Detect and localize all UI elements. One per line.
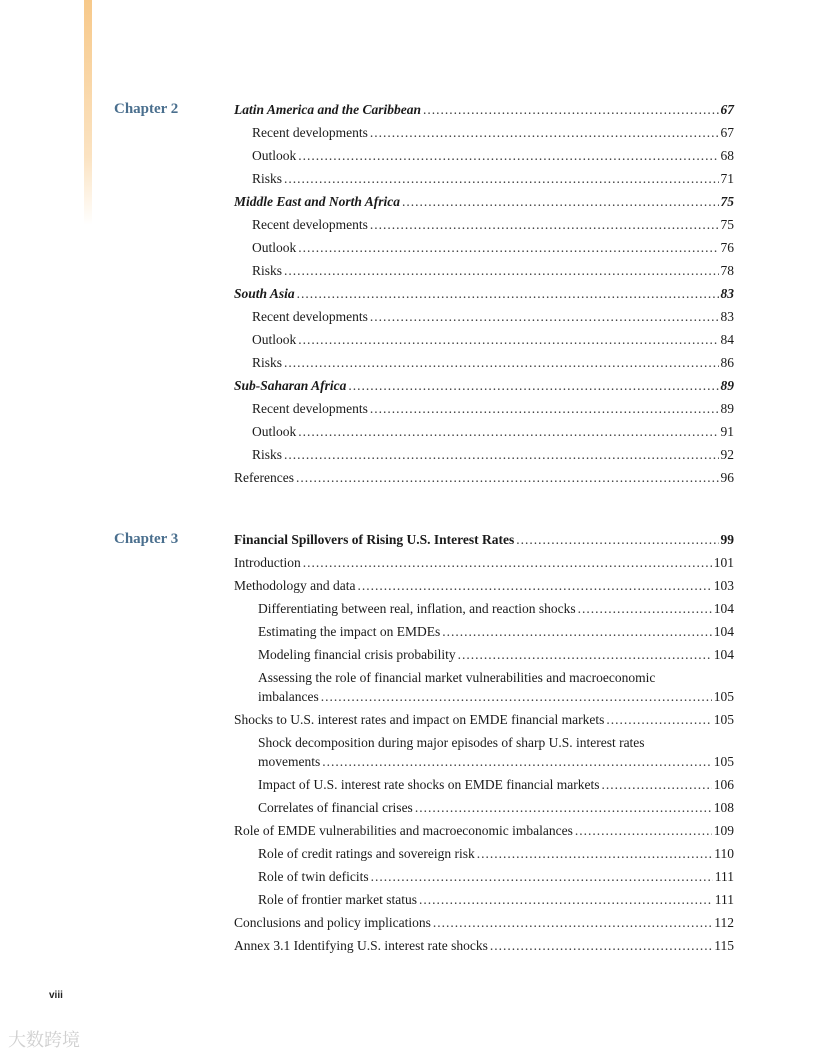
- toc-entry[interactable]: Financial Spillovers of Rising U.S. Interest Rates ..... 99: [234, 528, 734, 551]
- toc-entry[interactable]: Outlook ..... 68: [234, 144, 734, 167]
- chapter-3-toc: [234, 528, 734, 957]
- toc-entry[interactable]: Introduction ..... 101: [234, 551, 734, 574]
- toc-entry[interactable]: Risks ..... 92: [234, 443, 734, 466]
- toc-entry[interactable]: Outlook ..... 76: [234, 236, 734, 259]
- toc-entry[interactable]: Risks ..... 71: [234, 167, 734, 190]
- chapter-2-toc: [234, 98, 734, 489]
- toc-entry[interactable]: Outlook ..... 84: [234, 328, 734, 351]
- toc-entry-line-1: Shock decomposition during major episodes of sharp U.S. interest rates: [258, 735, 645, 750]
- toc-entry[interactable]: Role of frontier market status ..... 111: [234, 888, 734, 911]
- toc-entry[interactable]: Role of EMDE vulnerabilities and macroeconomic imbalances ..... 109: [234, 819, 734, 842]
- toc-entry[interactable]: Recent developments ..... 83: [234, 305, 734, 328]
- toc-entry[interactable]: Sub-Saharan Africa ..... 89: [234, 374, 734, 397]
- toc-entry[interactable]: Role of twin deficits ..... 111: [234, 865, 734, 888]
- toc-entry[interactable]: Estimating the impact on EMDEs ..... 104: [234, 620, 734, 643]
- toc-entry[interactable]: References ..... 96: [234, 466, 734, 489]
- toc-entry[interactable]: Latin America and the Caribbean ..... 67: [234, 98, 734, 121]
- chapter-2-label: Chapter 2: [114, 101, 179, 117]
- toc-entry[interactable]: Risks ..... 78: [234, 259, 734, 282]
- toc-entry[interactable]: Modeling financial crisis probability ..... 104: [234, 643, 734, 666]
- watermark: 大数跨境: [8, 1030, 80, 1051]
- toc-entry[interactable]: Differentiating between real, inflation, and reaction shocks ..... 104: [234, 597, 734, 620]
- toc-entry[interactable]: Conclusions and policy implications ..... 112: [234, 911, 734, 934]
- toc-entry[interactable]: Recent developments ..... 89: [234, 397, 734, 420]
- page-number: viii: [49, 990, 63, 1001]
- toc-entry-line-2: imbalances ..... 105: [258, 687, 734, 706]
- toc-entry[interactable]: [234, 666, 734, 708]
- toc-entry[interactable]: Role of credit ratings and sovereign risk ..... 110: [234, 842, 734, 865]
- accent-bar: [84, 0, 92, 225]
- toc-entry[interactable]: Recent developments ..... 67: [234, 121, 734, 144]
- toc-entry[interactable]: Middle East and North Africa ..... 75: [234, 190, 734, 213]
- toc-entry[interactable]: Recent developments ..... 75: [234, 213, 734, 236]
- toc-entry-line-1: Assessing the role of financial market vulnerabilities and macroeconomic: [258, 670, 656, 685]
- toc-entry[interactable]: [234, 731, 734, 773]
- toc-entry[interactable]: Impact of U.S. interest rate shocks on EMDE financial markets ..... 106: [234, 773, 734, 796]
- toc-entry[interactable]: Risks ..... 86: [234, 351, 734, 374]
- toc-entry[interactable]: Outlook ..... 91: [234, 420, 734, 443]
- toc-entry[interactable]: Methodology and data ..... 103: [234, 574, 734, 597]
- toc-entry[interactable]: Annex 3.1 Identifying U.S. interest rate shocks ..... 115: [234, 934, 734, 957]
- toc-entry[interactable]: Shocks to U.S. interest rates and impact on EMDE financial markets ..... 105: [234, 708, 734, 731]
- toc-entry-line-2: movements ..... 105: [258, 752, 734, 771]
- toc-entry[interactable]: Correlates of financial crises ..... 108: [234, 796, 734, 819]
- chapter-3-label: Chapter 3: [114, 531, 179, 547]
- toc-entry[interactable]: South Asia ..... 83: [234, 282, 734, 305]
